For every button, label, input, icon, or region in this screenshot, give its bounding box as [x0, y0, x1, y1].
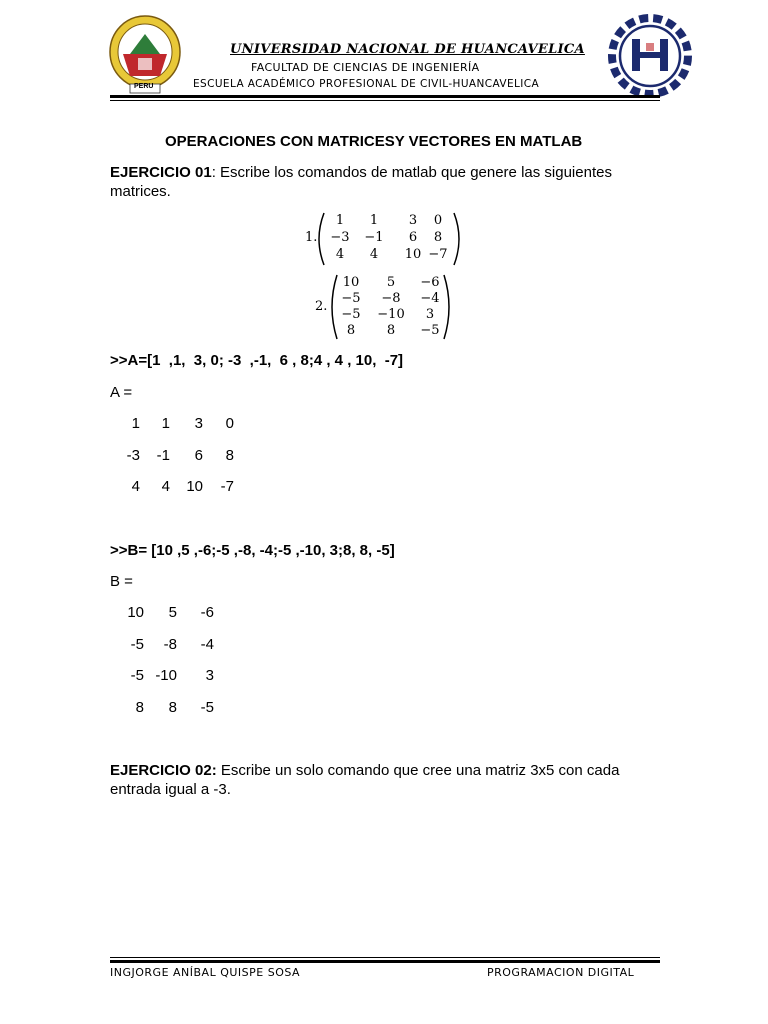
output-a-value: -3: [126, 446, 140, 464]
matrix-2-label: 2.: [315, 299, 328, 314]
output-b-value: 8: [168, 698, 177, 716]
output-a-value: -1: [156, 446, 170, 464]
output-b-value: 8: [135, 698, 144, 716]
matrix-1-cell: 10: [404, 247, 422, 262]
matrix-2-cell: 5: [386, 275, 396, 290]
exercise-2-text: Escribe un solo comando que cree una matriz 3x5 con cada: [216, 762, 620, 779]
matrix-1-label: 1.: [305, 230, 318, 245]
matrix-2-cell: 8: [346, 323, 356, 338]
output-a-value: 10: [186, 478, 203, 495]
exercise-2-text2: entrada igual a -3.: [110, 781, 231, 798]
output-b-value: -6: [200, 604, 214, 621]
matrix-2-cell: −5: [420, 323, 440, 338]
output-a-label: A =: [110, 384, 133, 401]
matrix-1-cell: −1: [364, 230, 384, 245]
matrix-2-cell: 3: [425, 307, 435, 322]
footer-course: PROGRAMACION DIGITAL: [487, 966, 635, 979]
output-b-value: -4: [200, 635, 214, 653]
matrix-1-cell: 0: [433, 213, 443, 228]
exercise-1-text2: matrices.: [110, 183, 171, 200]
matrix-2-cell: −6: [420, 275, 440, 290]
matrix-2-cell: 10: [342, 275, 360, 290]
matrix-2-cell: −5: [341, 291, 361, 306]
matrix-1-cell: 1: [335, 213, 345, 228]
exercise-1-text: : Escribe los comandos de matlab que genere las siguientes: [211, 164, 612, 181]
output-b-value: 3: [205, 667, 214, 684]
output-a-value: 3: [194, 415, 203, 432]
output-b-value: -8: [163, 635, 177, 653]
seal-country: PERU: [134, 83, 154, 90]
output-a-value: 0: [225, 415, 234, 432]
header-rule-thin: [110, 100, 660, 101]
school-name: ESCUELA ACADÉMICO PROFESIONAL DE CIVIL-HUANCAVELICA: [193, 78, 540, 90]
matrix-1-cell: −3: [330, 230, 350, 245]
footer-rule: [110, 960, 660, 963]
footer-rule-thin: [110, 957, 660, 958]
output-a-value: 1: [131, 415, 140, 432]
matrix-1-cell: −7: [428, 247, 448, 262]
matrix-2-cell: −5: [341, 307, 361, 322]
output-b-label: B =: [110, 573, 133, 590]
matrix-2-cell: 8: [386, 323, 396, 338]
output-b-value: 10: [127, 604, 144, 621]
output-b-value: -5: [130, 667, 144, 684]
output-a-value: 4: [161, 478, 170, 495]
matrix-1-cell: 3: [408, 213, 418, 228]
header-rule: [110, 95, 660, 98]
matrix-2-cell: −4: [420, 291, 440, 306]
matrix-1-cell: 8: [433, 230, 443, 245]
matrix-2-cell: −10: [377, 307, 405, 322]
output-b-value: -10: [155, 667, 177, 684]
university-name: UNIVERSIDAD NACIONAL DE HUANCAVELICA: [230, 42, 585, 57]
output-b-value: -5: [200, 698, 214, 716]
output-a-value: 1: [161, 415, 170, 432]
command-a: >>A=[1 ,1, 3, 0; -3 ,-1, 6 , 8;4 , 4 , 10, -7]: [110, 352, 404, 369]
matrix-1: [300, 210, 470, 268]
page-title: OPERACIONES CON MATRICESY VECTORES EN MATLAB: [165, 133, 583, 150]
output-a-value: 8: [225, 446, 234, 464]
output-a-value: 6: [194, 446, 203, 464]
matrix-1-cell: 4: [369, 247, 379, 262]
matrix-1-cell: 4: [335, 247, 345, 262]
matrix-1-cell: 6: [408, 230, 418, 245]
output-a-value: 4: [131, 478, 140, 495]
exercise-2-label: EJERCICIO 02:: [110, 762, 217, 779]
output-a-value: -7: [220, 478, 234, 495]
exercise-2: [110, 761, 670, 799]
footer-author: INGJORGE ANÍBAL QUISPE SOSA: [110, 966, 301, 979]
matrix-1-cell: 1: [369, 213, 379, 228]
university-seal: [108, 14, 182, 96]
matrix-2-cell: −8: [381, 291, 401, 306]
faculty-name: FACULTAD DE CIENCIAS DE INGENIERÍA: [251, 61, 480, 74]
matrix-2: [312, 272, 462, 342]
output-b-value: 5: [168, 604, 177, 621]
command-b: >>B= [10 ,5 ,-6;-5 ,-8, -4;-5 ,-10, 3;8, 8, -5]: [110, 542, 395, 559]
exercise-1-label: EJERCICIO 01: [110, 164, 212, 181]
exercise-1: [110, 163, 670, 201]
output-b-value: -5: [130, 635, 144, 653]
faculty-logo: [606, 13, 694, 99]
